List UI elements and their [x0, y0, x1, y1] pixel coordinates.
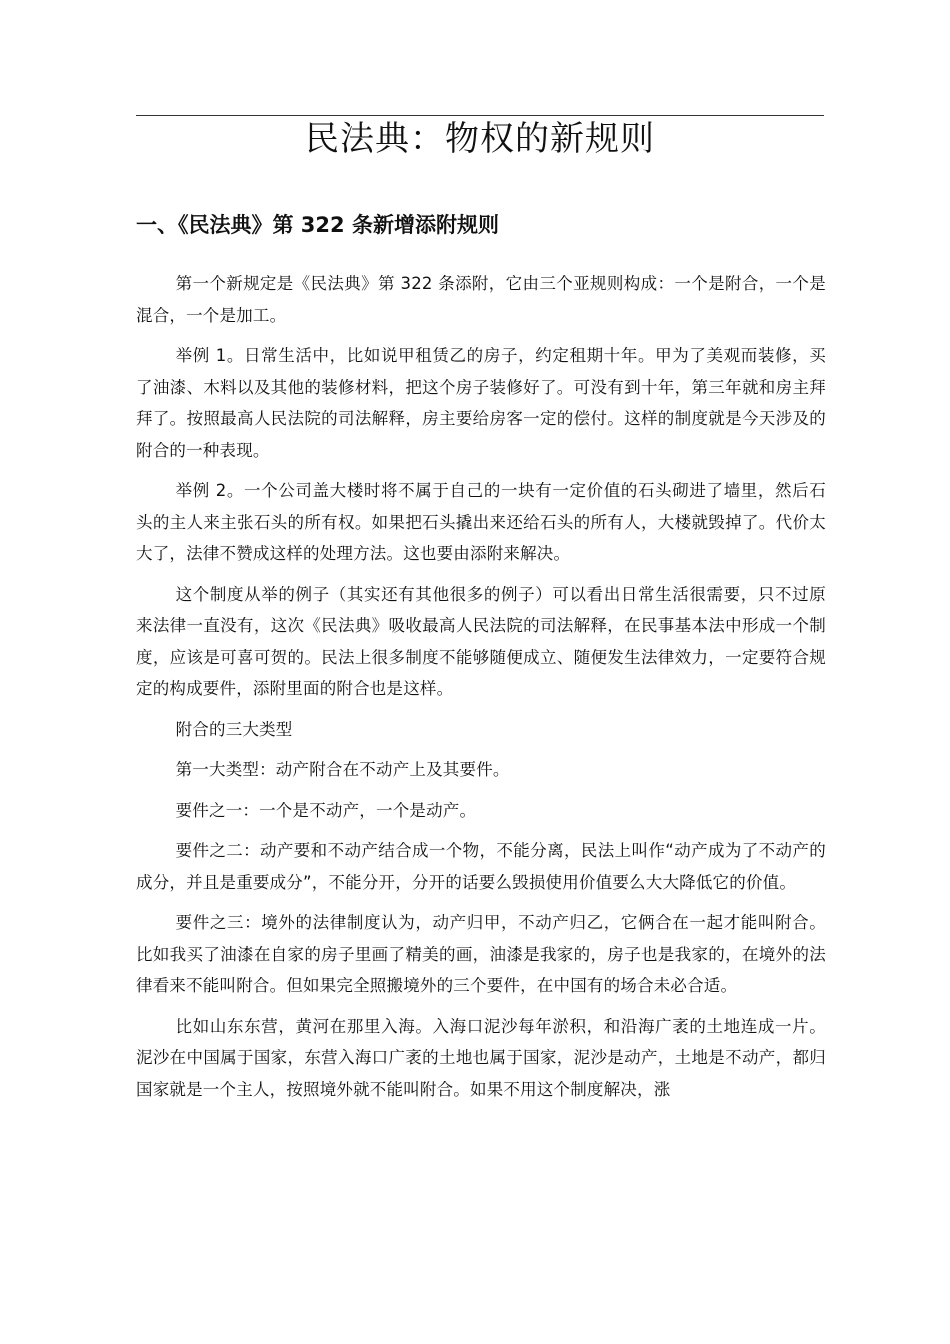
paragraph-commentary: 这个制度从举的例子（其实还有其他很多的例子）可以看出日常生活很需要，只不过原来法律一直没有，这次《民法典》吸收最高人民法院的司法解释，在民事基本法中形成一个制度，应该是可喜可贺的。民法上很多制度不能够随便成立、随便发生法律效力，一定要符合规定的构成要件，添附里面的附合也是这样。	[136, 584, 826, 698]
document-body	[136, 268, 826, 1114]
paragraph-requirement-1: 要件之一：一个是不动产，一个是动产。	[175, 800, 477, 820]
paragraph-intro: 第一个新规定是《民法典》第 322 条添附，它由三个亚规则构成：一个是附合，一个是混合，一个是加工。	[136, 274, 826, 325]
paragraph-requirement-3: 要件之三：境外的法律制度认为，动产归甲，不动产归乙，它俩合在一起才能叫附合。比如我买了油漆在自家的房子里画了精美的画，油漆是我家的，房子也是我家的，在境外的法律看来不能叫附合。但如果完全照搬境外的三个要件，在中国有的场合未必合适。	[136, 913, 826, 995]
paragraph-example-dongying: 比如山东东营，黄河在那里入海。入海口泥沙每年淤积，和沿海广袤的土地连成一片。泥沙在中国属于国家，东营入海口广袤的土地也属于国家，泥沙是动产，土地是不动产，都归国家就是一个主人，按照境外就不能叫附合。如果不用这个制度解决，涨	[136, 1016, 826, 1099]
paragraph-example-2: 举例 2。一个公司盖大楼时将不属于自己的一块有一定价值的石头砌进了墙里，然后石头的主人来主张石头的所有权。如果把石头撬出来还给石头的所有人，大楼就毁掉了。代价太大了，法律不赞成这样的处理方法。这也要由添附来解决。	[136, 481, 826, 563]
paragraph-requirement-2: 要件之二：动产要和不动产结合成一个物，不能分离，民法上叫作“动产成为了不动产的成分，并且是重要成分”，不能分开，分开的话要么毁损使用价值要么大大降低它的价值。	[136, 841, 826, 892]
section-heading: 一、《民法典》第 322 条新增添附规则	[136, 213, 499, 237]
paragraph-type-1: 第一大类型：动产附合在不动产上及其要件。	[175, 760, 510, 779]
document-title: 民法典：物权的新规则	[305, 119, 655, 159]
paragraph-subheading-types: 附合的三大类型	[175, 719, 293, 739]
paragraph-example-1: 举例 1。日常生活中，比如说甲租赁乙的房子，约定租期十年。甲为了美观而装修，买了油漆、木料以及其他的装修材料，把这个房子装修好了。可没有到十年，第三年就和房主拜拜了。按照最高人民法院的司法解释，房主要给房客一定的偿付。这样的制度就是今天涉及的附合的一种表现。	[136, 346, 826, 460]
